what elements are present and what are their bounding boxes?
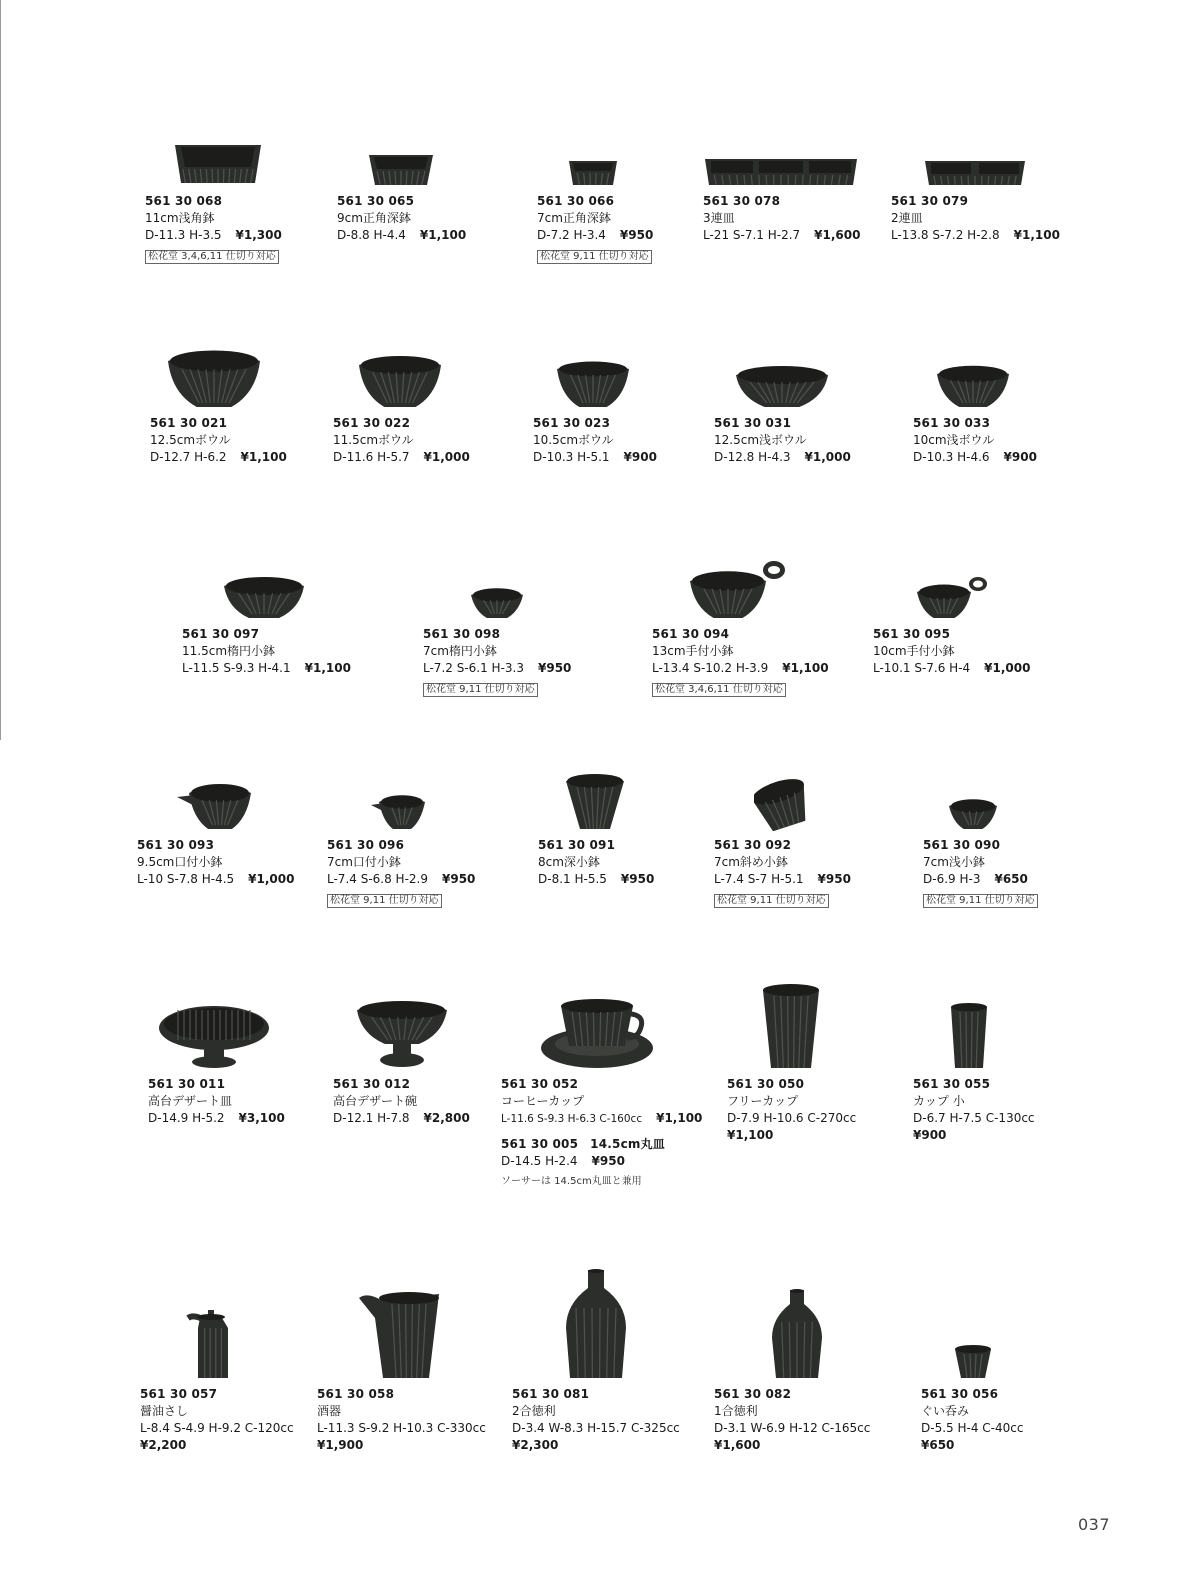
product-code: 561 30 055	[913, 1077, 991, 1091]
product-item	[714, 415, 934, 466]
product-dimensions: D-5.5 H-4 C-40cc	[921, 1421, 1024, 1435]
small-shallow-bowl-image	[947, 797, 999, 831]
product-dimensions: L-21 S-7.1 H-2.7	[703, 228, 801, 242]
product-spec-line	[145, 227, 365, 244]
product-code: 561 30 056	[921, 1387, 999, 1401]
product-price: ¥900	[913, 1128, 947, 1142]
product-code: 561 30 057	[140, 1387, 218, 1401]
product-spec-line	[913, 1110, 1133, 1127]
product-spec-line	[423, 660, 643, 677]
product-price: ¥1,000	[423, 450, 470, 464]
product-price: ¥650	[921, 1438, 955, 1452]
bowl-small-image	[555, 359, 631, 409]
square-deep-bowl-image	[367, 151, 435, 187]
product-dimensions: D-12.8 H-4.3	[714, 450, 791, 464]
product-item	[873, 626, 1093, 677]
product-name: 10cm手付小鉢	[873, 644, 955, 658]
product-price: ¥2,800	[423, 1111, 470, 1125]
product-spec-line	[913, 449, 1133, 466]
partition-compatibility-note: 松花堂 3,4,6,11 仕切り対応	[652, 683, 786, 697]
product-dimensions: L-11.5 S-9.3 H-4.1	[182, 661, 291, 675]
product-dimensions: D-8.1 H-5.5	[538, 872, 607, 886]
product-item	[652, 626, 872, 697]
product-price: ¥650	[994, 872, 1028, 886]
product-price: ¥2,300	[512, 1438, 559, 1452]
free-cup-image	[761, 984, 821, 1070]
product-code: 561 30 079	[891, 194, 969, 208]
product-name: 醤油さし	[140, 1404, 189, 1418]
product-code: 561 30 095	[873, 627, 951, 641]
product-item	[137, 837, 357, 888]
product-name: 2連皿	[891, 211, 923, 225]
product-name: 12.5cmボウル	[150, 433, 231, 447]
product-spec-line	[182, 660, 402, 677]
product-name: 酒器	[317, 1404, 342, 1418]
product-name: 11.5cm楕円小鉢	[182, 644, 276, 658]
product-code: 561 30 082	[714, 1387, 792, 1401]
saucer-price: ¥950	[591, 1154, 625, 1168]
page-edge-line	[0, 0, 1, 740]
product-spec-line	[703, 227, 923, 244]
product-price: ¥1,100	[727, 1128, 774, 1142]
product-dimensions: L-7.4 S-7 H-5.1	[714, 872, 804, 886]
oval-bowl-image	[222, 574, 306, 620]
product-name: 7cm浅小鉢	[923, 855, 985, 869]
product-dimensions: D-7.9 H-10.6 C-270cc	[727, 1111, 857, 1125]
product-code: 561 30 021	[150, 416, 228, 430]
saucer-code: 561 30 005	[501, 1137, 579, 1151]
sake-bottle-large-image	[564, 1268, 628, 1380]
product-dimensions: D-10.3 H-4.6	[913, 450, 990, 464]
product-code: 561 30 050	[727, 1077, 805, 1091]
product-code: 561 30 094	[652, 627, 730, 641]
partition-compatibility-note: 松花堂 9,11 仕切り対応	[923, 894, 1038, 908]
product-name: 3連皿	[703, 211, 735, 225]
product-spec-line	[921, 1420, 1141, 1437]
product-dimensions: D-6.9 H-3	[923, 872, 981, 886]
product-price: ¥1,100	[304, 661, 351, 675]
product-dimensions: D-3.4 W-8.3 H-15.7 C-325cc	[512, 1421, 680, 1435]
product-spec-line	[317, 1420, 537, 1437]
saucer-footnote: ソーサーは 14.5cm丸皿と兼用	[501, 1176, 642, 1187]
soy-pot-image	[184, 1304, 244, 1380]
product-name: 11cm浅角鉢	[145, 211, 215, 225]
product-name: 7cm斜め小鉢	[714, 855, 788, 869]
product-item	[423, 626, 643, 697]
product-code: 561 30 058	[317, 1387, 395, 1401]
partition-compatibility-note: 松花堂 9,11 仕切り対応	[714, 894, 829, 908]
product-dimensions: L-7.4 S-6.8 H-2.9	[327, 872, 428, 886]
product-dimensions: D-12.1 H-7.8	[333, 1111, 410, 1125]
product-item	[182, 626, 402, 677]
product-name: ぐい呑み	[921, 1404, 970, 1418]
bowl-large-image	[166, 347, 262, 409]
cup-small-image	[949, 1002, 989, 1070]
product-price: ¥950	[619, 228, 654, 242]
product-dimensions: L-11.6 S-9.3 H-6.3 C-160cc	[501, 1113, 643, 1125]
page-number: 037	[1078, 1515, 1111, 1534]
product-price: ¥900	[623, 450, 657, 464]
saucer-item	[501, 1136, 721, 1170]
product-price: ¥2,200	[140, 1438, 187, 1452]
product-code: 561 30 065	[337, 194, 415, 208]
bowl-medium-image	[357, 353, 443, 409]
product-spec-line	[512, 1420, 732, 1437]
product-item	[923, 837, 1143, 908]
product-item	[512, 1386, 732, 1454]
saucer-dimensions: D-14.5 H-2.4	[501, 1154, 578, 1168]
product-dimensions: D-10.3 H-5.1	[533, 450, 610, 464]
product-price: ¥950	[538, 661, 572, 675]
product-dimensions: D-14.9 H-5.2	[148, 1111, 225, 1125]
product-price: ¥1,100	[782, 661, 829, 675]
product-dimensions: D-8.8 H-4.4	[337, 228, 406, 242]
square-deep-bowl-small-image	[567, 157, 619, 187]
partition-compatibility-note: 松花堂 9,11 仕切り対応	[423, 683, 538, 697]
product-price: ¥1,900	[317, 1438, 364, 1452]
product-price: ¥950	[620, 872, 655, 886]
product-dimensions: L-10 S-7.8 H-4.5	[137, 872, 235, 886]
product-dimensions: L-11.3 S-9.2 H-10.3 C-330cc	[317, 1421, 486, 1435]
product-spec-line	[333, 449, 553, 466]
product-name: 7cm口付小鉢	[327, 855, 401, 869]
product-code: 561 30 093	[137, 838, 215, 852]
spouted-bowl-small-image	[371, 793, 427, 831]
spouted-bowl-image	[177, 781, 253, 831]
product-dimensions: L-10.1 S-7.6 H-4	[873, 661, 971, 675]
triple-dish-image	[703, 153, 859, 187]
product-dimensions: L-13.4 S-10.2 H-3.9	[652, 661, 769, 675]
product-price: ¥1,600	[814, 228, 861, 242]
product-spec-line	[891, 227, 1111, 244]
product-code: 561 30 097	[182, 627, 260, 641]
product-price: ¥950	[817, 872, 851, 886]
product-code: 561 30 081	[512, 1387, 590, 1401]
shallow-bowl-small-image	[935, 363, 1011, 409]
product-code: 561 30 031	[714, 416, 792, 430]
product-code: 561 30 012	[333, 1077, 411, 1091]
product-code: 561 30 098	[423, 627, 501, 641]
oval-bowl-small-image	[469, 586, 525, 620]
product-spec-line	[337, 227, 557, 244]
partition-compatibility-note: 松花堂 3,4,6,11 仕切り対応	[145, 250, 279, 264]
product-spec-line	[873, 660, 1093, 677]
footed-bowl-image	[355, 998, 449, 1070]
partition-compatibility-note: 松花堂 9,11 仕切り対応	[327, 894, 442, 908]
product-name: 13cm手付小鉢	[652, 644, 734, 658]
product-code: 561 30 091	[538, 838, 616, 852]
product-item	[891, 193, 1111, 244]
product-price: ¥900	[1003, 450, 1037, 464]
product-name: 9.5cm口付小鉢	[137, 855, 223, 869]
product-price: ¥1,600	[714, 1438, 761, 1452]
product-name: 10cm浅ボウル	[913, 433, 995, 447]
product-dimensions: D-3.1 W-6.9 H-12 C-165cc	[714, 1421, 871, 1435]
slanted-bowl-image	[754, 777, 812, 831]
product-code: 561 30 023	[533, 416, 611, 430]
product-item	[337, 193, 557, 244]
product-code: 561 30 096	[327, 838, 405, 852]
product-code: 561 30 033	[913, 416, 991, 430]
product-name: 2合徳利	[512, 1404, 556, 1418]
product-dimensions: D-11.6 H-5.7	[333, 450, 410, 464]
product-name: 11.5cmボウル	[333, 433, 414, 447]
product-spec-line	[714, 1420, 934, 1437]
product-item	[703, 193, 923, 244]
product-item	[333, 415, 553, 466]
product-spec-line	[501, 1110, 721, 1128]
product-price: ¥1,100	[419, 228, 467, 242]
product-item	[145, 193, 365, 264]
product-name: 7cm正角深鉢	[537, 211, 611, 225]
product-price: ¥1,100	[1013, 228, 1060, 242]
product-item	[714, 1386, 934, 1454]
product-item	[913, 415, 1133, 466]
product-code: 561 30 078	[703, 194, 781, 208]
product-spec-line	[714, 449, 934, 466]
product-dimensions: D-12.7 H-6.2	[150, 450, 227, 464]
product-code: 561 30 092	[714, 838, 792, 852]
product-item	[714, 837, 934, 908]
shallow-bowl-large-image	[734, 363, 830, 409]
square-shallow-dish-image	[173, 139, 263, 187]
product-name: 10.5cmボウル	[533, 433, 614, 447]
product-price: ¥1,300	[235, 228, 282, 242]
product-spec-line	[652, 660, 872, 677]
product-price: ¥950	[442, 872, 476, 886]
product-dimensions: L-8.4 S-4.9 H-9.2 C-120cc	[140, 1421, 294, 1435]
handled-bowl-image	[688, 558, 788, 620]
coffee-cup-image	[541, 998, 655, 1070]
product-price: ¥1,100	[656, 1111, 703, 1125]
product-name: 高台デザート皿	[148, 1094, 233, 1108]
product-item	[317, 1386, 537, 1454]
product-dimensions: L-7.2 S-6.1 H-3.3	[423, 661, 524, 675]
sake-pitcher-image	[357, 1288, 443, 1380]
product-price: ¥1,100	[240, 450, 287, 464]
product-dimensions: L-13.8 S-7.2 H-2.8	[891, 228, 1000, 242]
product-item	[913, 1076, 1133, 1144]
product-price: ¥1,000	[984, 661, 1031, 675]
product-spec-line	[923, 871, 1143, 888]
double-dish-image	[923, 155, 1027, 187]
product-item	[327, 837, 547, 908]
handled-bowl-small-image	[915, 574, 989, 620]
product-name: カップ 小	[913, 1094, 965, 1108]
product-item	[921, 1386, 1141, 1454]
product-name: 7cm楕円小鉢	[423, 644, 497, 658]
product-name: コーヒーカップ	[501, 1094, 585, 1108]
footed-plate-image	[158, 1004, 270, 1070]
product-code: 561 30 068	[145, 194, 223, 208]
deep-bowl-image	[564, 773, 626, 831]
product-item	[501, 1076, 721, 1189]
product-name: フリーカップ	[727, 1094, 799, 1108]
saucer-name: 14.5cm丸皿	[590, 1137, 665, 1151]
product-name: 8cm深小鉢	[538, 855, 600, 869]
product-spec-line	[714, 871, 934, 888]
product-name: 9cm正角深鉢	[337, 211, 411, 225]
sake-cup-image	[953, 1344, 993, 1380]
product-code: 561 30 090	[923, 838, 1001, 852]
product-name: 高台デザート碗	[333, 1094, 418, 1108]
product-code: 561 30 066	[537, 194, 615, 208]
product-code: 561 30 011	[148, 1077, 226, 1091]
product-dimensions: D-11.3 H-3.5	[145, 228, 222, 242]
product-price: ¥1,000	[804, 450, 851, 464]
product-dimensions: D-6.7 H-7.5 C-130cc	[913, 1111, 1035, 1125]
sake-bottle-small-image	[770, 1288, 824, 1380]
product-spec-line	[327, 871, 547, 888]
product-price: ¥1,000	[248, 872, 295, 886]
product-code: 561 30 022	[333, 416, 411, 430]
product-spec-line	[137, 871, 357, 888]
partition-compatibility-note: 松花堂 9,11 仕切り対応	[537, 250, 652, 264]
product-name: 1合徳利	[714, 1404, 758, 1418]
product-price: ¥3,100	[238, 1111, 285, 1125]
product-code: 561 30 052	[501, 1077, 579, 1091]
product-name: 12.5cm浅ボウル	[714, 433, 807, 447]
product-dimensions: D-7.2 H-3.4	[537, 228, 606, 242]
